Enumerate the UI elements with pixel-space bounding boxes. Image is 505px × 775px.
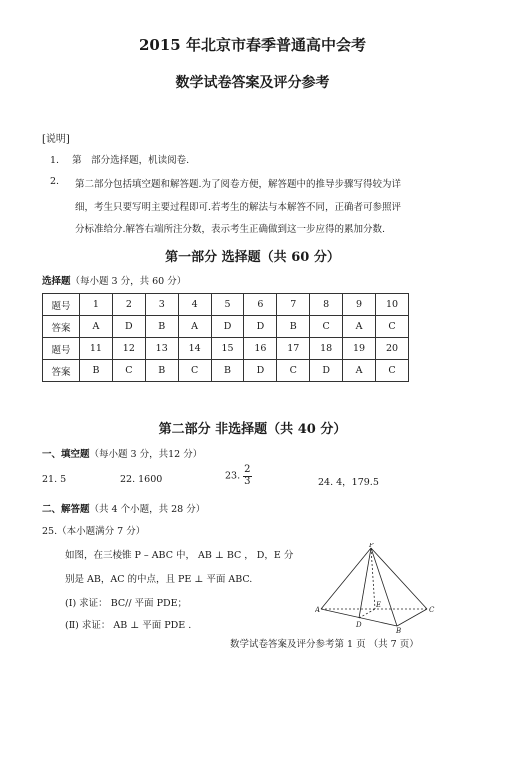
table-cell: C [310, 316, 343, 338]
table-row [43, 316, 409, 338]
table-cell: 11 [80, 338, 113, 360]
edge-pb [371, 548, 397, 626]
choice-section-label [42, 273, 186, 287]
table-cell: 20 [376, 338, 409, 360]
fill-note: （每小题 3 分，共12 分） [89, 449, 203, 460]
table-cell: 14 [178, 338, 211, 360]
table-cell: B [80, 360, 113, 382]
note-2-line-1: 第二部分包括填空题和解答题.为了阅卷方便，解答题中的推导步骤写得较为详 [75, 179, 402, 190]
table-cell: 5 [211, 294, 244, 316]
table-cell: 12 [112, 338, 145, 360]
table-cell: B [211, 360, 244, 382]
table-row-header: 题号 [43, 338, 80, 360]
table-cell: C [376, 360, 409, 382]
note-2-line-2: 细，考生只要写明主要过程即可.若考生的解法与本解答不同，正确者可参照评 [75, 202, 402, 213]
table-cell: 8 [310, 294, 343, 316]
page-footer: 数学试卷答案及评分参考第 1 页 （共 7 页） [230, 639, 419, 650]
segment-de [359, 609, 375, 618]
solve-note: （共 4 个小题，共 28 分） [89, 504, 206, 515]
table-cell: A [80, 316, 113, 338]
label-c: C [429, 606, 435, 614]
answer-24: 24. 4，179.5 [318, 477, 379, 488]
table-cell: 7 [277, 294, 310, 316]
table-row-header: 答案 [43, 360, 80, 382]
table-cell: 2 [112, 294, 145, 316]
answer-23-numerator: 2 [244, 464, 251, 475]
table-cell: 3 [145, 294, 178, 316]
table-cell: 18 [310, 338, 343, 360]
table-cell: B [145, 316, 178, 338]
table-row [43, 338, 409, 360]
table-cell: 16 [244, 338, 277, 360]
note-2-number: 2. [50, 176, 60, 187]
table-cell: 1 [80, 294, 113, 316]
table-cell: 4 [178, 294, 211, 316]
table-cell: 9 [343, 294, 376, 316]
table-row-header: 题号 [43, 294, 80, 316]
tetrahedron-figure [315, 543, 435, 633]
edge-pc [371, 548, 427, 609]
label-p: P [369, 543, 374, 549]
table-cell: C [277, 360, 310, 382]
answer-23-fraction [243, 465, 251, 487]
part-1-heading: 第一部分 选择题（共 60 分） [165, 250, 340, 265]
table-cell: B [145, 360, 178, 382]
note-2-line-3: 分标准给分.解答右端所注分数，表示考生正确做到这一步应得的累加分数. [75, 224, 386, 235]
table-cell: C [178, 360, 211, 382]
answer-23-prefix: 23. [225, 470, 241, 482]
answer-23 [225, 465, 252, 487]
table-cell: D [211, 316, 244, 338]
table-cell: 13 [145, 338, 178, 360]
edge-bc [397, 609, 427, 626]
question-25-part-1: (Ⅰ) 求证： BC// 平面 PDE； [65, 598, 188, 609]
document-subtitle: 数学试卷答案及评分参考 [175, 75, 330, 91]
part-2-heading: 第二部分 非选择题（共 40 分） [158, 422, 347, 437]
table-cell: D [310, 360, 343, 382]
table-row-header: 答案 [43, 316, 80, 338]
fill-label: 一、填空题 [42, 449, 90, 460]
question-25-part-2: (Ⅱ) 求证： AB ⊥ 平面 PDE . [65, 620, 192, 631]
table-cell: D [244, 316, 277, 338]
document-title: 2015 年北京市春季普通高中会考 [139, 36, 366, 54]
question-25-line-1: 如图，在三棱锥 P – ABC 中， AB ⊥ BC ， D，E 分 [65, 550, 294, 561]
table-cell: 6 [244, 294, 277, 316]
table-cell: A [343, 316, 376, 338]
answer-22: 22. 1600 [120, 474, 163, 485]
table-cell: A [343, 360, 376, 382]
label-a: A [315, 606, 321, 614]
answer-table [42, 293, 409, 382]
table-row [43, 360, 409, 382]
table-cell: B [277, 316, 310, 338]
solve-label: 二、解答题 [42, 504, 90, 515]
table-cell: D [244, 360, 277, 382]
label-e: E [376, 601, 382, 609]
question-25-line-2: 别是 AB，AC 的中点，且 PE ⊥ 平面 ABC. [65, 574, 253, 585]
choice-note: （每小题 3 分，共 60 分） [70, 276, 187, 287]
table-cell: D [112, 316, 145, 338]
edge-pa [321, 548, 371, 609]
note-1-text: 第 部分选择题，机读阅卷. [72, 155, 190, 166]
table-cell: 15 [211, 338, 244, 360]
table-cell: 19 [343, 338, 376, 360]
choice-label: 选择题 [42, 276, 71, 287]
fill-section-label [42, 446, 202, 460]
table-cell: 17 [277, 338, 310, 360]
table-cell: C [112, 360, 145, 382]
segment-pd [359, 548, 371, 618]
answer-21: 21. 5 [42, 474, 67, 485]
table-cell: A [178, 316, 211, 338]
table-cell: C [376, 316, 409, 338]
notes-heading: [说明] [42, 134, 70, 145]
label-d: D [356, 621, 362, 629]
table-row [43, 294, 409, 316]
table-cell: 10 [376, 294, 409, 316]
answer-23-denominator: 3 [244, 475, 251, 487]
solve-section-label [42, 501, 205, 515]
note-1-number: 1. [50, 155, 60, 166]
note-1 [50, 152, 189, 166]
question-25-heading: 25.（本小题满分 7 分） [42, 526, 146, 537]
label-b: B [396, 627, 402, 633]
